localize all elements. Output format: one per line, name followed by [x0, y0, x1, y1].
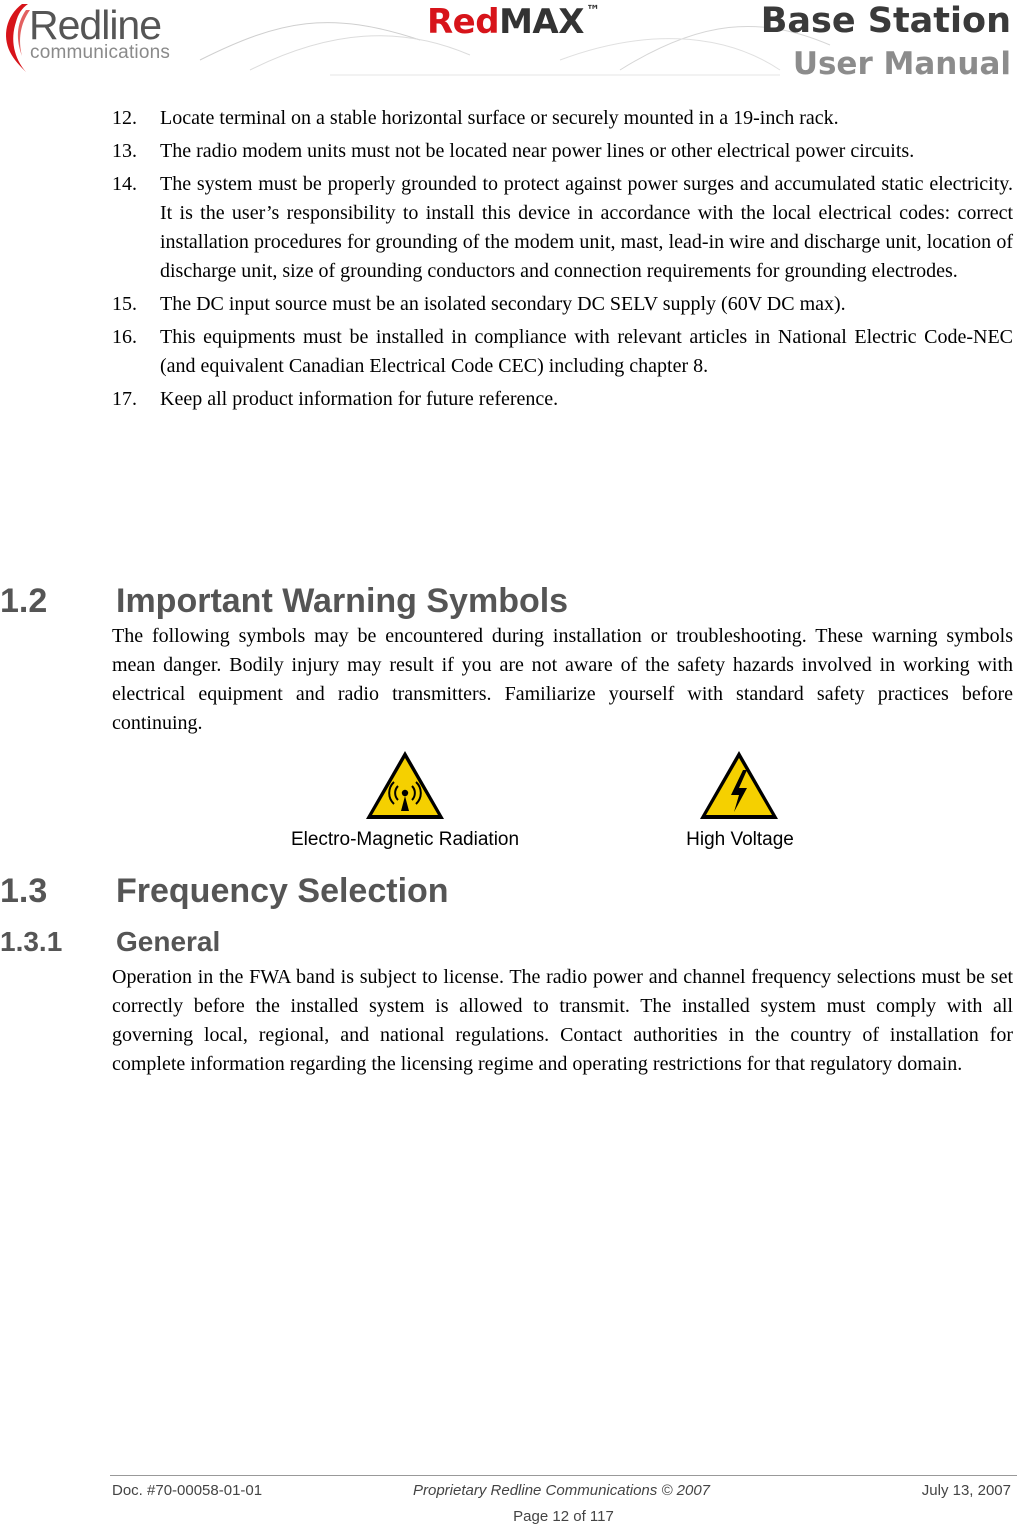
section-title: Important Warning Symbols: [116, 582, 569, 620]
radiation-warning-icon: [363, 748, 447, 822]
list-item-number: 16.: [112, 326, 137, 348]
safety-instructions-list: [112, 104, 1013, 418]
section-number: 1.2: [0, 582, 48, 620]
subsection-number: 1.3.1: [0, 926, 63, 957]
header-title: Base Station: [760, 1, 1011, 41]
footer-page-number: Page 12 of 117: [513, 1508, 614, 1525]
product-name-red: Red: [427, 2, 500, 42]
logo-tagline: communications: [30, 42, 171, 63]
list-item-number: 12.: [112, 107, 137, 129]
list-item-text: The system must be properly grounded to protect against power surges and accumulated static electricity. It is the user’s responsibility to install this device in accordance with the local electrical codes: correct installation procedures for grounding of the modem unit, mast, lead-in wire and discharge unit, location of discharge unit, size of grounding conductors and connection requirements for grounding electrodes.: [160, 173, 1013, 282]
list-item-number: 14.: [112, 173, 137, 195]
list-item: [112, 385, 1013, 414]
header-subtitle: User Manual: [792, 46, 1011, 82]
high-voltage-label: High Voltage: [686, 829, 794, 850]
list-item-text: The radio modem units must not be located near power lines or other electrical power circuits.: [160, 140, 915, 162]
radiation-label: Electro-Magnetic Radiation: [290, 829, 520, 850]
logo-wordmark: Redline: [29, 2, 162, 48]
list-item-number: 15.: [112, 293, 137, 315]
section-number: 1.3: [0, 872, 48, 910]
trademark-mark: ™: [585, 3, 600, 19]
footer-date: July 13, 2007: [921, 1482, 1011, 1499]
list-item: [112, 104, 1013, 133]
list-item-text: The DC input source must be an isolated secondary DC SELV supply (60V DC max).: [160, 293, 846, 315]
high-voltage-warning-icon: [697, 748, 781, 822]
list-item: [112, 137, 1013, 166]
subsection-title: General: [116, 926, 221, 957]
product-name-max: MAX: [499, 2, 584, 42]
footer-doc-number: Doc. #70-00058-01-01: [112, 1482, 263, 1499]
list-item-text: Keep all product information for future reference.: [160, 388, 559, 410]
list-item: [112, 323, 1013, 381]
section-title: Frequency Selection: [116, 872, 449, 910]
list-item: [112, 290, 1013, 319]
list-item-text: Locate terminal on a stable horizontal surface or securely mounted in a 19-inch rack.: [160, 107, 839, 129]
footer-divider: [110, 1475, 1017, 1476]
list-item-text: This equipments must be installed in compliance with relevant articles in National Electric Code-NEC (and equivalent Canadian Electrical Code CEC) including chapter 8.: [160, 326, 1013, 377]
product-name: [427, 2, 599, 42]
list-item: [112, 170, 1013, 286]
page-header: [0, 0, 1017, 85]
footer-copyright: Proprietary Redline Communications © 2007: [413, 1482, 711, 1499]
section-1-3-1-body: Operation in the FWA band is subject to license. The radio power and channel frequency selections must be set correctly before the installed system is allowed to transmit. The installed system must comply with all governing local, regional, and national regulations. Contact authorities in the country of installation for complete information regarding the licensing regime and operating restrictions for that regulatory domain.: [112, 966, 1013, 1075]
list-item-number: 13.: [112, 140, 137, 162]
section-1-2-body: The following symbols may be encountered during installation or troubleshooting. These warning symbols mean danger. Bodily injury may result if you are not aware of the safety hazards involved in working with electrical equipment and radio transmitters. Familiarize yourself with standard safety practices before continuing.: [112, 625, 1013, 734]
list-item-number: 17.: [112, 388, 137, 410]
